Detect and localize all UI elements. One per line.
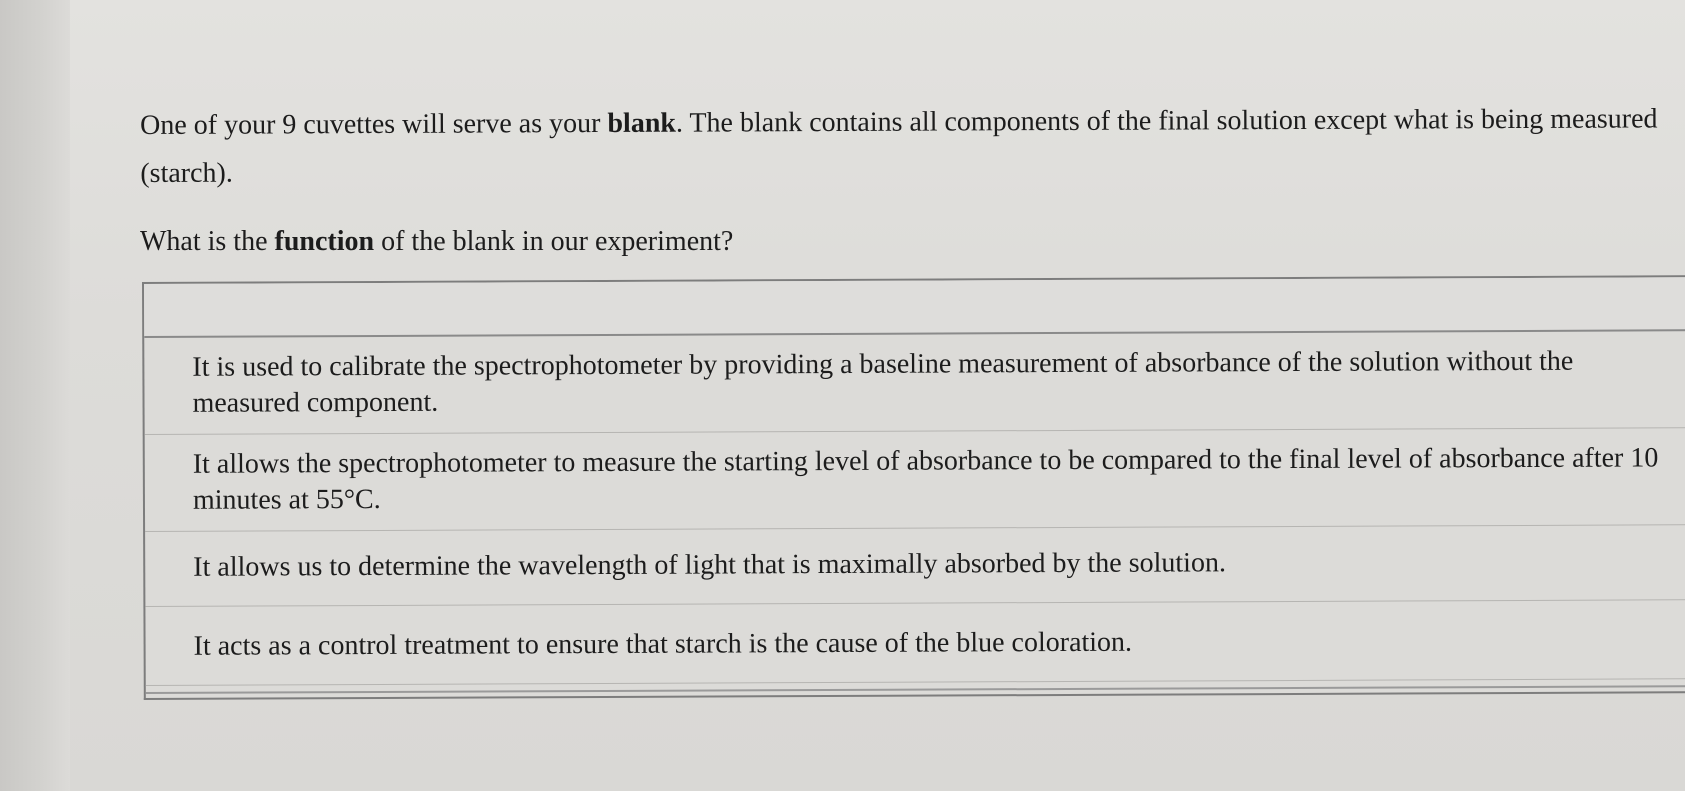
dropdown-option[interactable]: It acts as a control treatment to ensure that starch is the cause of the blue coloration. [145,600,1685,686]
left-margin-strip [0,0,70,791]
question-prompt [140,222,733,262]
dropdown-selected-value[interactable] [144,277,1685,338]
dropdown-option[interactable]: It allows us to determine the wavelength of light that is maximally absorbed by the solution. [145,525,1685,607]
question-text-part-1: One of your 9 cuvettes will serve as your [140,107,608,141]
prompt-text-part-2: of the blank in our experiment? [374,226,734,257]
question-stem [140,95,1680,198]
question-text-part-2: . The blank contains all components of the final solution except what is being measured (starch). [140,103,1658,189]
dropdown-option[interactable]: It allows the spectrophotometer to measure the starting level of absorbance to be compared to the final level of absorbance after 10 minutes at 55°C. [145,428,1685,532]
question-page [70,0,1685,791]
answer-dropdown[interactable] [142,275,1685,700]
prompt-bold-term: function [274,226,375,257]
dropdown-bottom-edge [146,685,1685,716]
question-bold-term: blank [607,107,676,139]
dropdown-option[interactable]: It is used to calibrate the spectrophotometer by providing a baseline measurement of absorbance of the solution without the measured component. [144,331,1685,435]
prompt-text-part-1: What is the [140,226,275,257]
